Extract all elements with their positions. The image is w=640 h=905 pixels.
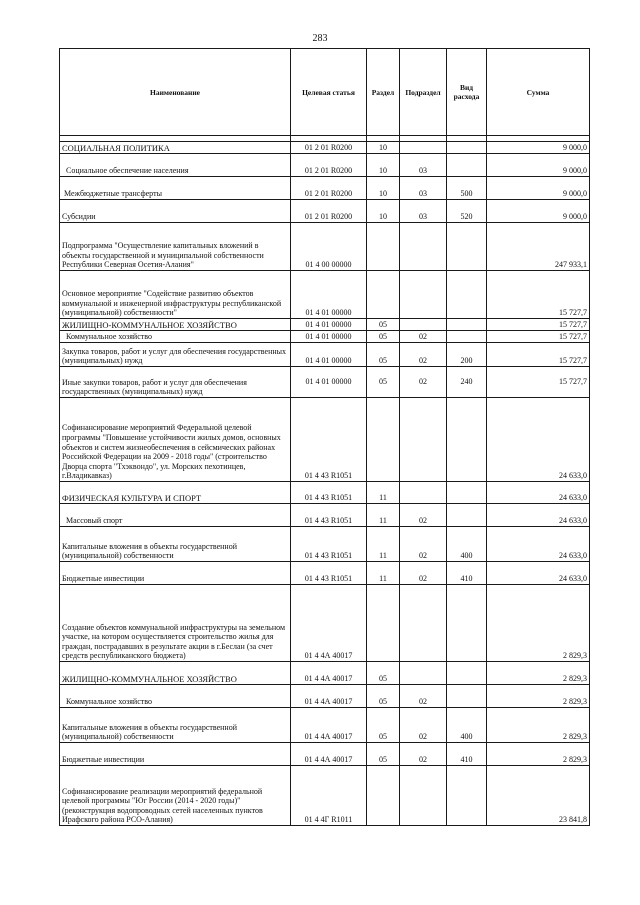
row-sum: 2 829,3 (487, 743, 590, 766)
header-sum: Сумма (487, 49, 590, 136)
row-article: 01 4 01 00000 (291, 319, 367, 331)
row-section: 05 (367, 662, 400, 685)
row-sum: 15 727,7 (487, 331, 590, 343)
row-sum: 247 933,1 (487, 223, 590, 271)
row-subsection (400, 271, 447, 319)
row-article: 01 4 4А 40017 (291, 685, 367, 708)
row-subsection: 02 (400, 743, 447, 766)
row-expense-type (447, 482, 487, 504)
row-subsection: 03 (400, 177, 447, 200)
row-expense-type (447, 223, 487, 271)
row-article: 01 4 01 00000 (291, 367, 367, 398)
table-row (60, 685, 590, 708)
row-section: 11 (367, 562, 400, 585)
row-expense-type: 410 (447, 743, 487, 766)
row-section: 05 (367, 331, 400, 343)
header-article: Целевая статья (291, 49, 367, 136)
row-article: 01 4 43 R1051 (291, 527, 367, 562)
row-subsection (400, 319, 447, 331)
row-section: 05 (367, 685, 400, 708)
row-expense-type (447, 271, 487, 319)
row-section: 10 (367, 154, 400, 177)
table-row (60, 142, 590, 154)
row-article: 01 4 4А 40017 (291, 662, 367, 685)
row-section: 05 (367, 319, 400, 331)
row-sum: 2 829,3 (487, 662, 590, 685)
table-row (60, 319, 590, 331)
row-name: Коммунальное хозяйство (60, 685, 291, 708)
table-row (60, 343, 590, 367)
row-section: 05 (367, 708, 400, 743)
row-name: Основное мероприятие "Содействие развитию объектов коммунальной и инженерной инфраструктуры республиканской (муниципальной) собственности" (60, 271, 291, 319)
row-name: ФИЗИЧЕСКАЯ КУЛЬТУРА И СПОРТ (60, 482, 291, 504)
row-section: 05 (367, 343, 400, 367)
row-sum: 9 000,0 (487, 142, 590, 154)
row-subsection: 02 (400, 685, 447, 708)
row-sum: 9 000,0 (487, 200, 590, 223)
row-section: 11 (367, 504, 400, 527)
table-row (60, 331, 590, 343)
row-section: 10 (367, 200, 400, 223)
row-section: 10 (367, 177, 400, 200)
row-name: ЖИЛИЩНО-КОММУНАЛЬНОЕ ХОЗЯЙСТВО (60, 319, 291, 331)
row-name: Капитальные вложения в объекты государственной (муниципальной) собственности (60, 527, 291, 562)
row-expense-type (447, 685, 487, 708)
row-article: 01 4 00 00000 (291, 223, 367, 271)
row-article: 01 4 4А 40017 (291, 743, 367, 766)
header-expense-type: Вид расхода (447, 49, 487, 136)
row-sum: 23 841,8 (487, 766, 590, 826)
row-subsection: 02 (400, 562, 447, 585)
row-article: 01 4 01 00000 (291, 343, 367, 367)
row-article: 01 2 01 R0200 (291, 154, 367, 177)
row-name: Массовый спорт (60, 504, 291, 527)
row-name: Бюджетные инвестиции (60, 743, 291, 766)
table-row (60, 662, 590, 685)
row-subsection (400, 223, 447, 271)
row-article: 01 2 01 R0200 (291, 142, 367, 154)
row-expense-type: 520 (447, 200, 487, 223)
row-expense-type (447, 766, 487, 826)
row-expense-type (447, 504, 487, 527)
row-section (367, 398, 400, 482)
row-article: 01 2 01 R0200 (291, 200, 367, 223)
row-subsection: 02 (400, 527, 447, 562)
table-row (60, 398, 590, 482)
row-name: Капитальные вложения в объекты государственной (муниципальной) собственности (60, 708, 291, 743)
table-row (60, 766, 590, 826)
row-section (367, 271, 400, 319)
row-article: 01 4 43 R1051 (291, 562, 367, 585)
table-row (60, 223, 590, 271)
row-name: Межбюджетные трансферты (60, 177, 291, 200)
row-expense-type: 200 (447, 343, 487, 367)
row-subsection: 02 (400, 367, 447, 398)
row-subsection (400, 662, 447, 685)
row-sum: 15 727,7 (487, 367, 590, 398)
header-subsection: Подраздел (400, 49, 447, 136)
table-row (60, 177, 590, 200)
row-name: Иные закупки товаров, работ и услуг для обеспечения государственных (муниципальных) нужд (60, 367, 291, 398)
row-sum: 24 633,0 (487, 398, 590, 482)
row-article: 01 4 43 R1051 (291, 482, 367, 504)
row-section (367, 223, 400, 271)
row-expense-type: 410 (447, 562, 487, 585)
table-row (60, 154, 590, 177)
table-row (60, 585, 590, 662)
row-section: 10 (367, 142, 400, 154)
table-row (60, 271, 590, 319)
row-name: Бюджетные инвестиции (60, 562, 291, 585)
row-section: 05 (367, 367, 400, 398)
row-name: Софинансирование реализации мероприятий федеральной целевой программы "Юг России (2014 - 2020 годы)" (реконструкция водопроводных сетей населенных пунктов Ирафского района РСО-Алания) (60, 766, 291, 826)
row-subsection (400, 585, 447, 662)
row-section (367, 585, 400, 662)
row-subsection (400, 142, 447, 154)
row-name: Создание объектов коммунальной инфраструктуры на земельном участке, на котором осуществляется строительство жилья для граждан, пострадавших в результате акции в г.Беслан (за счет средств республиканского бюджета) (60, 585, 291, 662)
table-row (60, 708, 590, 743)
row-expense-type (447, 154, 487, 177)
row-article: 01 4 01 00000 (291, 331, 367, 343)
row-section: 11 (367, 527, 400, 562)
row-expense-type (447, 331, 487, 343)
row-sum: 24 633,0 (487, 482, 590, 504)
row-subsection: 02 (400, 343, 447, 367)
row-expense-type (447, 142, 487, 154)
row-expense-type: 500 (447, 177, 487, 200)
row-sum: 9 000,0 (487, 154, 590, 177)
row-expense-type (447, 662, 487, 685)
row-name: ЖИЛИЩНО-КОММУНАЛЬНОЕ ХОЗЯЙСТВО (60, 662, 291, 685)
row-name: СОЦИАЛЬНАЯ ПОЛИТИКА (60, 142, 291, 154)
table-row (60, 527, 590, 562)
row-sum: 24 633,0 (487, 562, 590, 585)
row-expense-type: 400 (447, 708, 487, 743)
row-name: Субсидии (60, 200, 291, 223)
row-name: Софинансирование мероприятий Федеральной целевой программы "Повышение устойчивости жилых домов, основных объектов и систем жизнеобеспечения в сейсмических районах Российской Федерации на 2009 - 2018 годы" (строительство Дворца спорта "Тхэквондо", ул. Морских пехотинцев, г.Владикавказ) (60, 398, 291, 482)
row-sum: 15 727,7 (487, 319, 590, 331)
row-subsection (400, 398, 447, 482)
row-subsection: 02 (400, 504, 447, 527)
row-subsection: 02 (400, 331, 447, 343)
row-sum: 2 829,3 (487, 585, 590, 662)
row-article: 01 4 4А 40017 (291, 708, 367, 743)
page-number: 283 (312, 33, 328, 44)
row-sum: 9 000,0 (487, 177, 590, 200)
row-subsection: 02 (400, 708, 447, 743)
row-name: Подпрограмма "Осуществление капитальных вложений в объекты государственной и муниципальной собственности Республики Северная Осетия-Алания" (60, 223, 291, 271)
row-subsection: 03 (400, 200, 447, 223)
table-row (60, 482, 590, 504)
row-sum: 15 727,7 (487, 271, 590, 319)
row-expense-type: 400 (447, 527, 487, 562)
row-section (367, 766, 400, 826)
table-header (60, 49, 590, 136)
row-subsection: 03 (400, 154, 447, 177)
row-article: 01 2 01 R0200 (291, 177, 367, 200)
row-subsection (400, 482, 447, 504)
table-row (60, 367, 590, 398)
row-expense-type (447, 585, 487, 662)
row-subsection (400, 766, 447, 826)
row-name: Закупка товаров, работ и услуг для обеспечения государственных (муниципальных) нужд (60, 343, 291, 367)
row-name: Коммунальное хозяйство (60, 331, 291, 343)
row-sum: 2 829,3 (487, 685, 590, 708)
table-row (60, 200, 590, 223)
row-section: 05 (367, 743, 400, 766)
row-name: Социальное обеспечение населения (60, 154, 291, 177)
row-section: 11 (367, 482, 400, 504)
table-row (60, 743, 590, 766)
row-sum: 15 727,7 (487, 343, 590, 367)
row-expense-type (447, 319, 487, 331)
row-article: 01 4 43 R1051 (291, 504, 367, 527)
header-section: Раздел (367, 49, 400, 136)
row-expense-type: 240 (447, 367, 487, 398)
row-article: 01 4 01 00000 (291, 271, 367, 319)
table-row (60, 562, 590, 585)
row-article: 01 4 4Г R1011 (291, 766, 367, 826)
table-row (60, 504, 590, 527)
row-expense-type (447, 398, 487, 482)
row-sum: 24 633,0 (487, 504, 590, 527)
row-sum: 24 633,0 (487, 527, 590, 562)
row-article: 01 4 43 R1051 (291, 398, 367, 482)
budget-table (59, 48, 590, 826)
header-name: Наименование (60, 49, 291, 136)
row-sum: 2 829,3 (487, 708, 590, 743)
row-article: 01 4 4А 40017 (291, 585, 367, 662)
